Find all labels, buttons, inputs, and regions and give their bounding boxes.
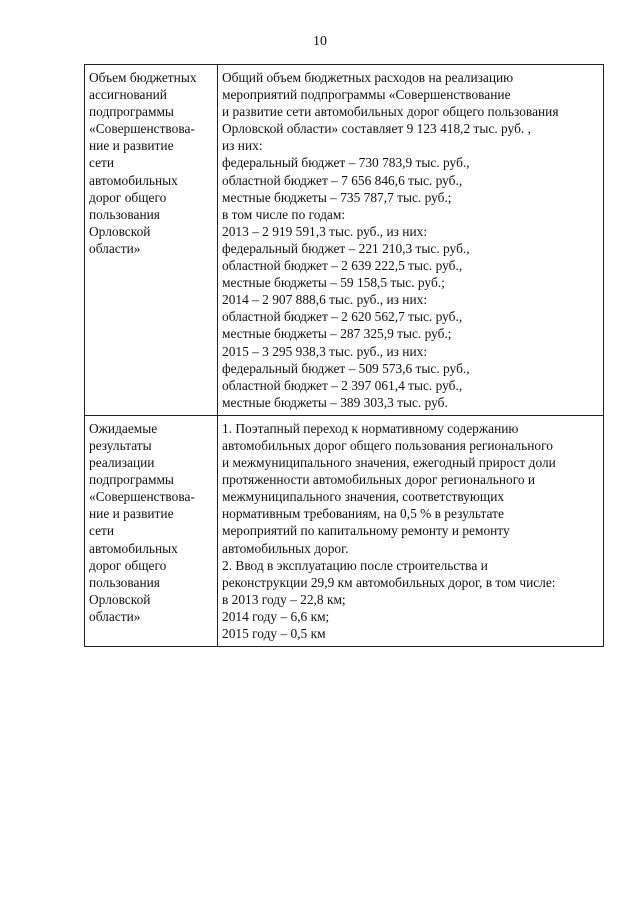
passport-table [84, 64, 604, 647]
content-line: местные бюджеты – 59 158,5 тыс. руб.; [222, 275, 445, 291]
label-line: реализации [89, 455, 155, 471]
row-label-cell [85, 65, 218, 416]
table-row [85, 65, 604, 416]
label-line: Ожидаемые [89, 420, 158, 436]
label-line: подпрограммы [89, 104, 174, 120]
content-line: мероприятий по капитальному ремонту и ремонту [222, 523, 510, 539]
content-line: 1. Поэтапный переход к нормативному содержанию [222, 420, 519, 436]
content-line: местные бюджеты – 287 325,9 тыс. руб.; [222, 326, 452, 342]
content-line: автомобильных дорог общего пользования регионального [222, 437, 553, 453]
label-line: «Совершенствова- [89, 489, 195, 505]
label-line: сети [89, 155, 115, 171]
content-line: из них: [222, 138, 263, 154]
content-line: 2015 – 3 295 938,3 тыс. руб., из них: [222, 343, 428, 359]
content-line: межмуниципального значения, соответствующих [222, 489, 505, 505]
content-line: 2. Ввод в эксплуатацию после строительства и [222, 557, 488, 573]
content-line: и развитие сети автомобильных дорог общего пользования [222, 104, 559, 120]
content-line: областной бюджет – 2 620 562,7 тыс. руб., [222, 309, 463, 325]
label-line: дорог общего [89, 189, 167, 205]
content-line: в том числе по годам: [222, 206, 346, 222]
label-line: результаты [89, 437, 152, 453]
label-line: Объем бюджетных [89, 70, 197, 85]
page-number: 10 [313, 34, 327, 49]
label-line: области» [89, 240, 141, 256]
label-line: автомобильных [89, 540, 178, 556]
label-line: автомобильных [89, 172, 178, 188]
label-line: пользования [89, 574, 160, 590]
content-line: 2014 – 2 907 888,6 тыс. руб., из них: [222, 292, 428, 308]
content-line: федеральный бюджет – 221 210,3 тыс. руб., [222, 240, 470, 256]
content-line: федеральный бюджет – 509 573,6 тыс. руб., [222, 360, 470, 376]
content-line: Орловской области» составляет 9 123 418,2 тыс. руб. , [222, 121, 531, 137]
content-line: 2015 году – 0,5 км [222, 626, 326, 641]
content-line: мероприятий подпрограммы «Совершенствование [222, 87, 511, 103]
label-line: Орловской [89, 223, 151, 239]
content-line: протяженности автомобильных дорог регионального и [222, 472, 536, 488]
row-label-cell [85, 415, 218, 646]
label-line: ние и развитие [89, 506, 174, 522]
content-line: областной бюджет – 2 639 222,5 тыс. руб., [222, 258, 463, 274]
content-line: 2014 году – 6,6 км; [222, 608, 330, 624]
label-line: Орловской [89, 591, 151, 607]
content-line: 2013 – 2 919 591,3 тыс. руб., из них: [222, 223, 428, 239]
label-line: дорог общего [89, 557, 167, 573]
label-line: сети [89, 523, 115, 539]
content-line: в 2013 году – 22,8 км; [222, 591, 346, 607]
content-line: реконструкции 29,9 км автомобильных дорог, в том числе: [222, 574, 556, 590]
label-line: области» [89, 608, 141, 624]
label-line: «Совершенствова- [89, 121, 195, 137]
label-line: ние и развитие [89, 138, 174, 154]
content-line: областной бюджет – 2 397 061,4 тыс. руб., [222, 377, 463, 393]
label-line: пользования [89, 206, 160, 222]
content-line: федеральный бюджет – 730 783,9 тыс. руб., [222, 155, 470, 171]
content-line: областной бюджет – 7 656 846,6 тыс. руб., [222, 172, 463, 188]
row-content-cell [218, 415, 604, 646]
content-line: нормативным требованиям, на 0,5 % в результате [222, 506, 504, 522]
row-content-cell [218, 65, 604, 416]
content-line: автомобильных дорог. [222, 540, 349, 556]
content-line: местные бюджеты – 735 787,7 тыс. руб.; [222, 189, 452, 205]
content-line: Общий объем бюджетных расходов на реализацию [222, 70, 514, 85]
label-line: подпрограммы [89, 472, 174, 488]
label-line: ассигнований [89, 87, 167, 103]
content-line: и межмуниципального значения, ежегодный прирост доли [222, 455, 556, 471]
table-row [85, 415, 604, 646]
content-line: местные бюджеты – 389 303,3 тыс. руб. [222, 394, 448, 410]
